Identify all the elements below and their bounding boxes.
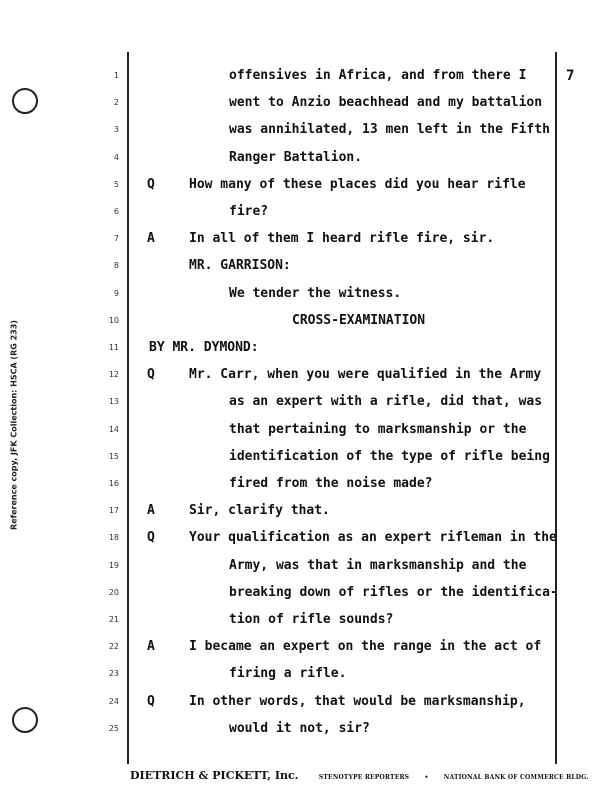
transcript-line: [0, 585, 612, 607]
footer-firm-name: DIETRICH & PICKETT, Inc.: [130, 769, 299, 782]
line-text: would it not, sir?: [229, 720, 370, 736]
line-number: 1: [113, 71, 119, 80]
line-text: MR. GARRISON:: [189, 258, 291, 274]
transcript-line: [0, 394, 612, 416]
line-number: 8: [113, 261, 119, 271]
line-text: that pertaining to marksmanship or the: [229, 421, 527, 437]
line-number: 20: [108, 587, 119, 597]
line-text: Your qualification as an expert rifleman in the: [189, 530, 557, 546]
speaker-marker: Q: [147, 530, 155, 546]
line-text: We tender the witness.: [229, 285, 402, 301]
line-number: 13: [108, 397, 119, 407]
speaker-marker: Q: [147, 176, 155, 192]
transcript-line: [0, 558, 612, 580]
line-number: 16: [108, 479, 119, 488]
transcript-line: [0, 694, 612, 716]
line-number: 22: [108, 642, 119, 652]
transcript-line: [0, 721, 612, 743]
line-number: 11: [108, 343, 119, 352]
line-text: I became an expert on the range in the act of: [189, 639, 542, 655]
speaker-marker: A: [147, 639, 155, 655]
reporter-footer: [130, 764, 589, 783]
footer-address: NATIONAL BANK OF COMMERCE BLDG.: [443, 774, 589, 781]
transcript-line: [0, 367, 612, 389]
transcript-line: [0, 666, 612, 688]
transcript-line: [0, 122, 612, 144]
transcript-line: [0, 231, 612, 253]
speaker-marker: Q: [147, 693, 155, 709]
line-number: 17: [108, 506, 119, 516]
page-number: 7: [566, 68, 575, 84]
transcript-line: [0, 150, 612, 172]
line-number: 18: [108, 533, 119, 543]
line-number: 15: [108, 451, 119, 461]
line-number: 10: [108, 315, 119, 325]
footer-bullet: •: [424, 774, 429, 781]
line-number: 7: [113, 234, 119, 244]
transcript-line: [0, 204, 612, 226]
line-number: 4: [113, 152, 119, 162]
transcript-line: [0, 286, 612, 308]
line-text: BY MR. DYMOND:: [149, 340, 259, 355]
transcript-line: [0, 530, 612, 552]
line-text: Sir, clarify that.: [189, 503, 330, 519]
line-text: fire?: [229, 204, 269, 219]
line-text: offensives in Africa, and from there I: [229, 68, 527, 83]
transcript-line: [0, 340, 612, 362]
side-stamp-text: Reference copy, JFK Collection: HSCA (RG 233): [9, 320, 19, 530]
line-text: firing a rifle.: [229, 666, 347, 682]
line-text: as an expert with a rifle, did that, was: [229, 394, 543, 410]
line-text: went to Anzio beachhead and my battalion: [229, 95, 543, 111]
transcript-line: [0, 612, 612, 634]
line-text: Mr. Carr, when you were qualified in the Army: [189, 367, 542, 383]
line-number: 2: [113, 98, 119, 108]
line-number: 3: [113, 125, 119, 135]
transcript-line: [0, 258, 612, 280]
line-number: 5: [113, 179, 119, 189]
line-text: CROSS-EXAMINATION: [292, 312, 426, 328]
transcript-line: [0, 95, 612, 117]
speaker-marker: A: [147, 231, 155, 247]
line-number: 14: [108, 424, 119, 434]
transcript-line: [0, 68, 612, 90]
speaker-marker: A: [147, 503, 155, 519]
transcript-line: [0, 422, 612, 444]
line-text: Army, was that in marksmanship and the: [229, 557, 527, 573]
line-text: In all of them I heard rifle fire, sir.: [189, 231, 495, 247]
line-number: 6: [113, 207, 119, 216]
line-number: 9: [113, 288, 119, 298]
line-number: 21: [108, 615, 119, 624]
transcript-line: [0, 476, 612, 498]
transcript-line: [0, 503, 612, 525]
line-text: tion of rifle sounds?: [229, 612, 394, 627]
line-text: In other words, that would be marksmanship,: [189, 693, 526, 709]
transcript-line: [0, 639, 612, 661]
transcript-line: [0, 313, 612, 335]
line-text: breaking down of rifles or the identifica-: [229, 584, 558, 600]
line-text: Ranger Battalion.: [229, 149, 363, 165]
speaker-marker: Q: [147, 367, 155, 383]
line-number: 19: [108, 560, 119, 570]
line-text: fired from the noise made?: [229, 476, 433, 491]
line-number: 25: [108, 723, 119, 733]
line-number: 23: [108, 669, 119, 679]
transcript-line: [0, 177, 612, 199]
line-text: was annihilated, 13 men left in the Fifth: [229, 122, 550, 138]
line-text: identification of the type of rifle being: [229, 448, 550, 464]
line-text: How many of these places did you hear rifle: [189, 176, 526, 192]
footer-reporters: STENOTYPE REPORTERS: [318, 774, 410, 781]
line-number: 12: [108, 370, 119, 380]
transcript-line: [0, 449, 612, 471]
line-number: 24: [108, 696, 119, 706]
